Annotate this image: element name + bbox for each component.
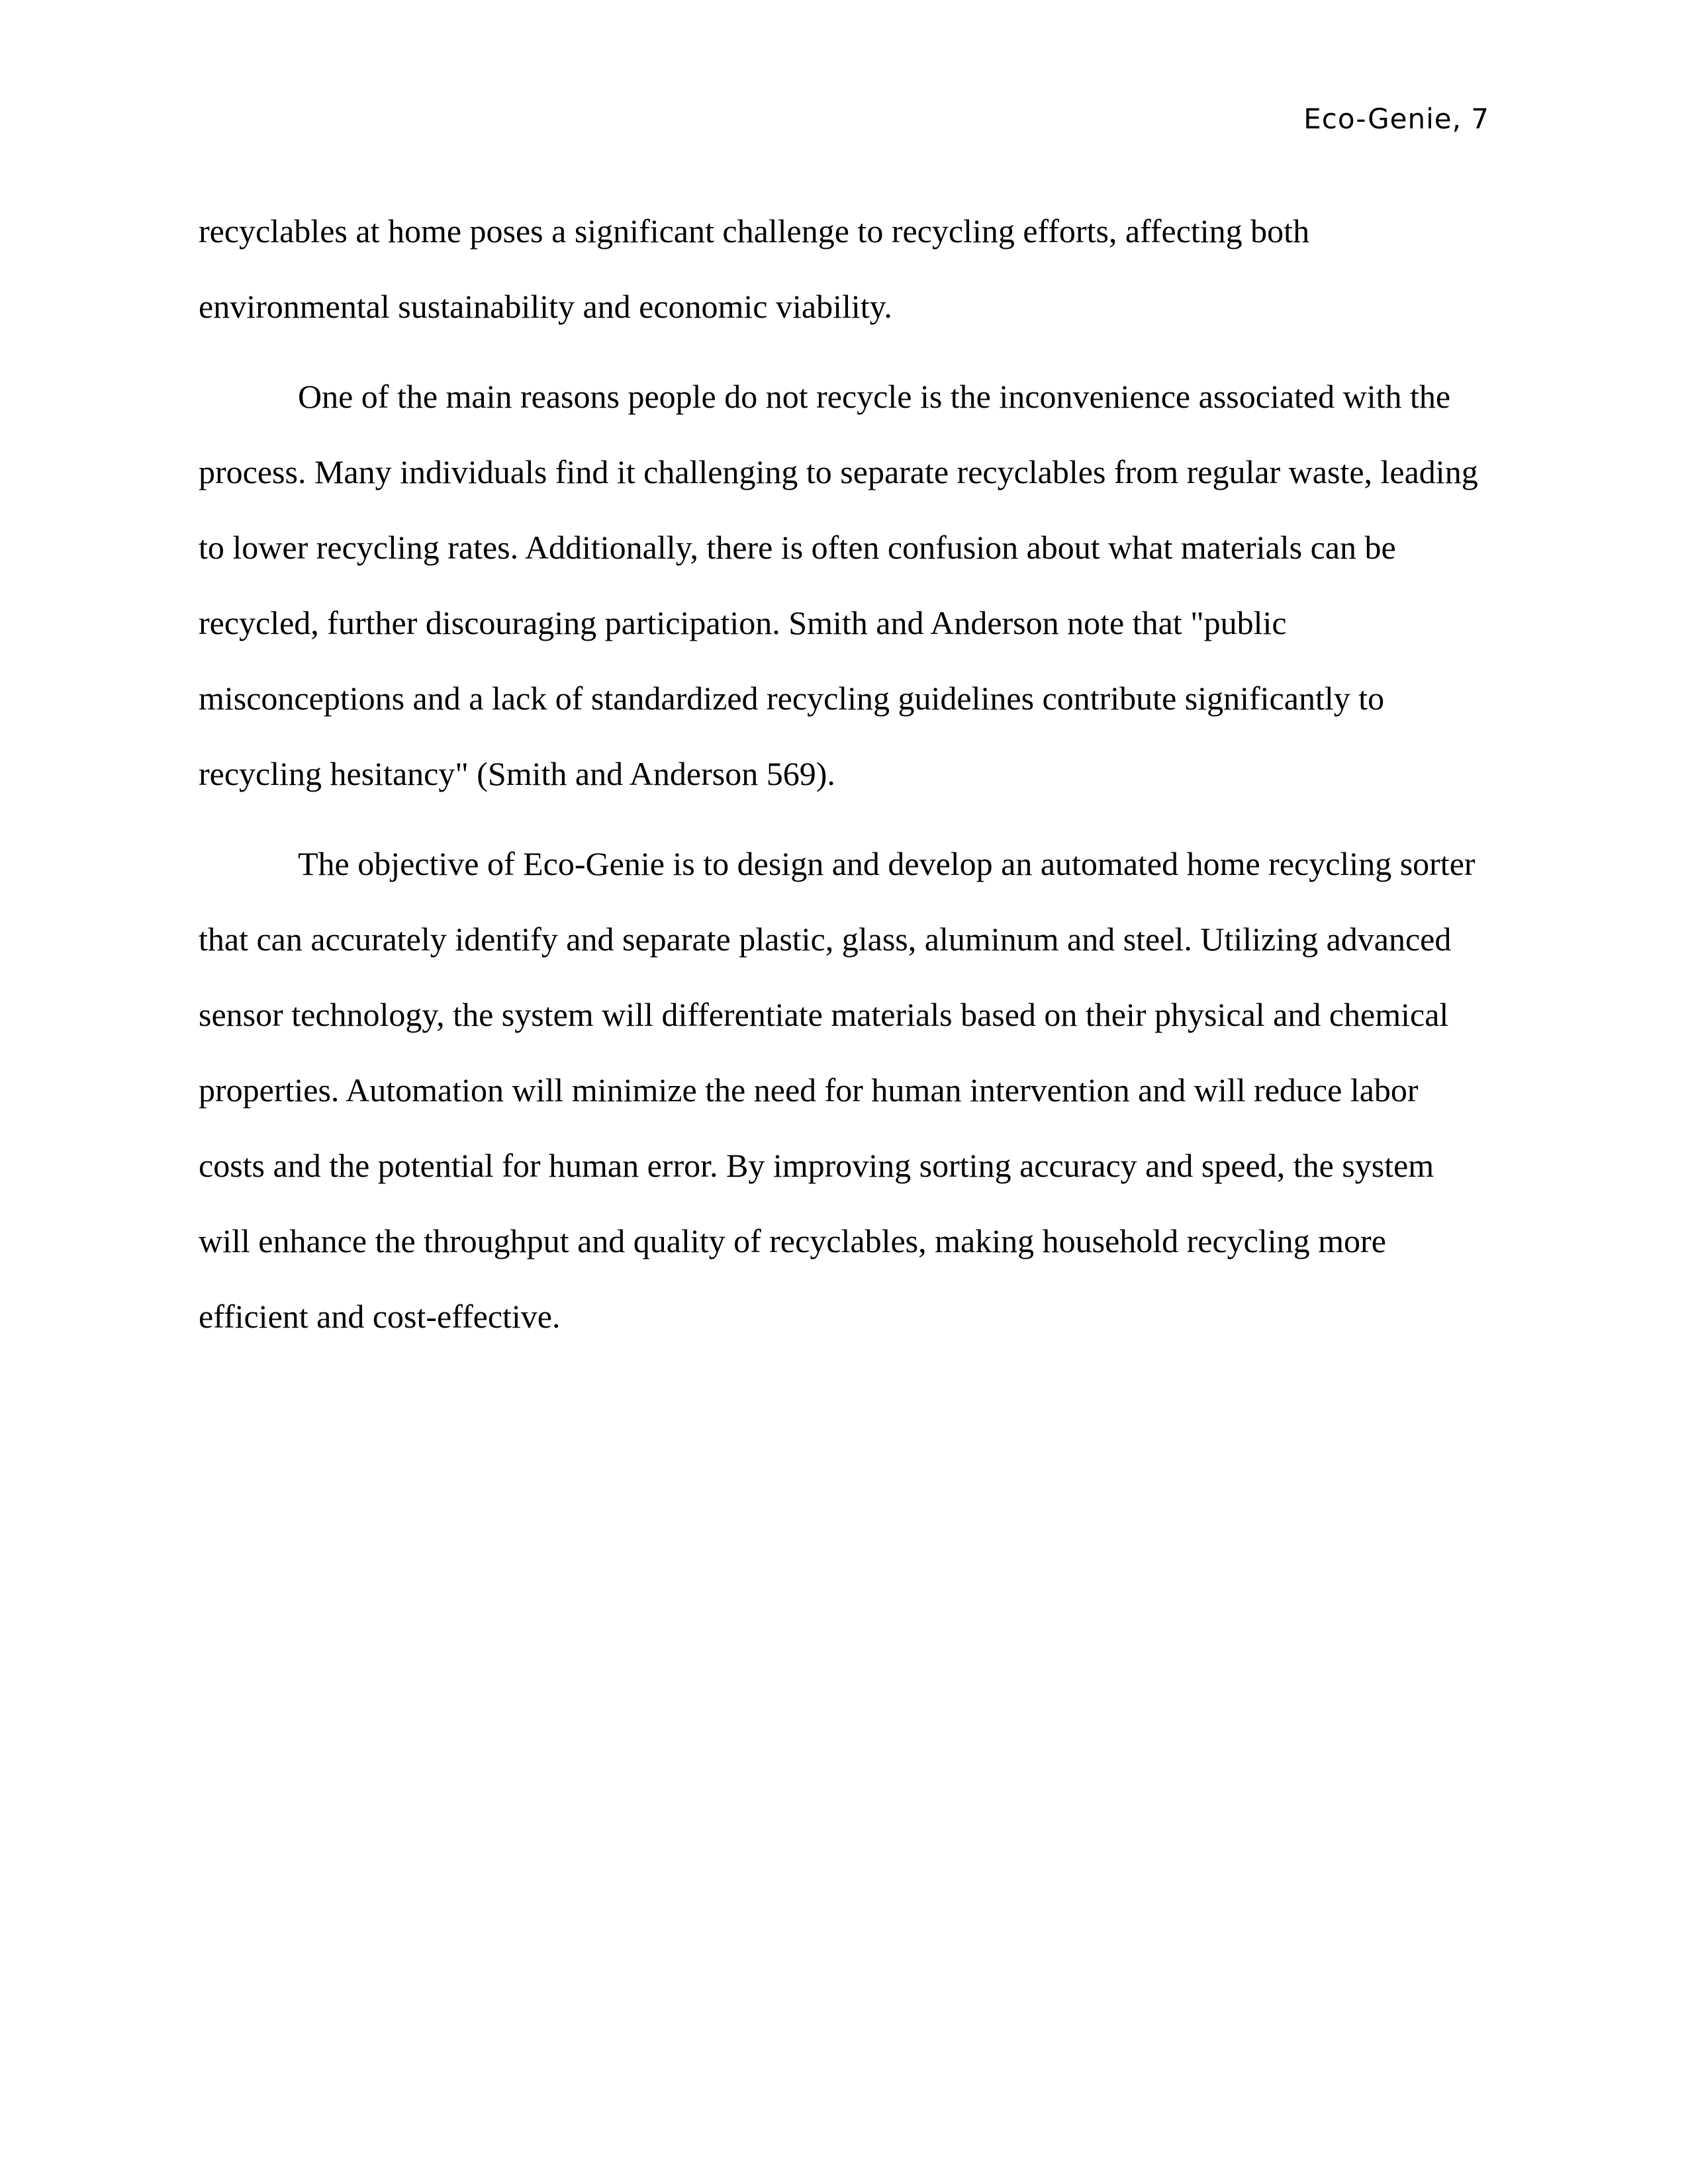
body-text (199, 193, 1489, 1369)
running-head-page-number: Eco-Genie, 7 (1303, 103, 1489, 135)
paragraph-continuation: recyclables at home poses a significant challenge to recycling efforts, affecting both environmental sustainability and economic viability. (199, 212, 1310, 325)
paragraph-objective: The objective of Eco-Genie is to design and develop an automated home recycling sorter that can accurately identify and separate plastic, glass, aluminum and steel. Utilizing advanced sensor technology, the system will differentiate materials based on their physical and chemical properties. Automation will minimize the need for human intervention and will reduce labor costs and the potential for human error. By improving sorting accuracy and speed, the system will enhance the throughput and quality of recyclables, making household recycling more efficient and cost-effective. (199, 845, 1476, 1335)
paragraph-recycling-barriers: One of the main reasons people do not recycle is the inconvenience associated with the process. Many individuals find it challenging to separate recyclables from regular waste, leading to lower recycling rates. Additionally, there is often confusion about what materials can be recycled, further discouraging participation. Smith and Anderson note that "public misconceptions and a lack of standardized recycling guidelines contribute significantly to recycling hesitancy" (Smith and Anderson 569). (199, 378, 1478, 792)
